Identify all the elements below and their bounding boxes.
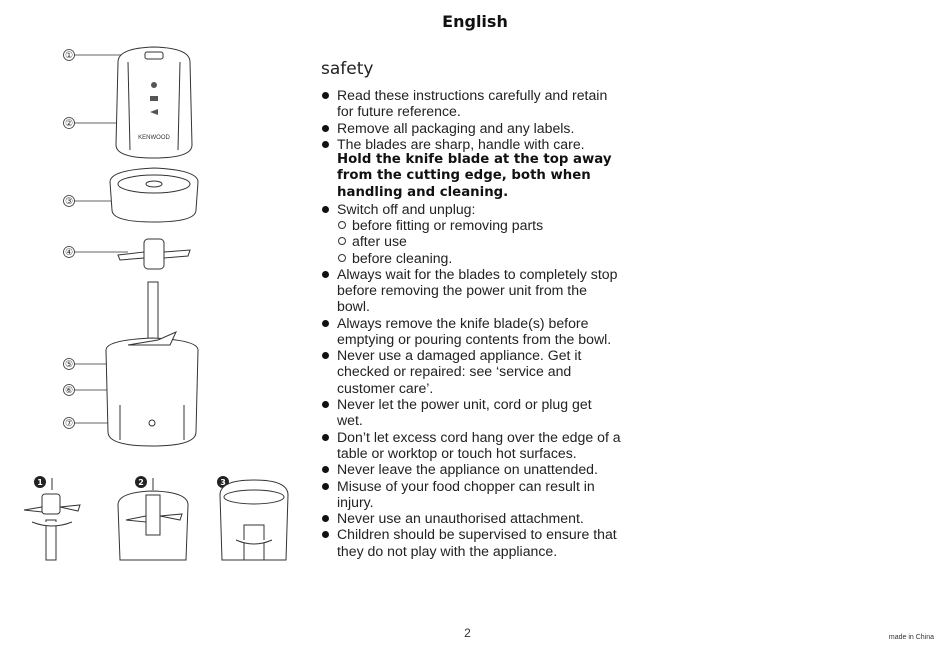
list-item (321, 120, 621, 136)
bullet-icon (322, 483, 329, 490)
callout-6: ⑥ (64, 385, 74, 395)
step-2-marker: 2 (138, 478, 144, 487)
list-item (321, 347, 621, 396)
callout-1: ① (64, 50, 74, 60)
circle-bullet-icon (338, 221, 346, 229)
bullet-icon (322, 125, 329, 132)
item-text: Misuse of your food chopper can result in injury. (337, 477, 595, 510)
list-item (321, 136, 621, 201)
safety-list (321, 87, 621, 559)
sub-item-text: after use (352, 233, 407, 250)
item-text: The blades are sharp, handle with care. (337, 135, 585, 152)
bullet-icon (322, 531, 329, 538)
callout-7: ⑦ (64, 418, 74, 428)
item-text: Children should be supervised to ensure that they do not play with the appliance. (337, 526, 617, 559)
sub-item-text: before fitting or removing parts (352, 217, 544, 234)
item-text: Switch off and unplug: (337, 200, 476, 217)
bullet-icon (322, 92, 329, 99)
made-in-label: made in China (888, 634, 934, 641)
chopper-parts-diagram (0, 38, 300, 563)
list-item (321, 266, 621, 315)
sub-list-item (337, 217, 621, 233)
safety-section (321, 59, 621, 559)
item-text: Never leave the appliance on unattended. (337, 461, 598, 478)
list-item (321, 526, 621, 559)
list-item (321, 315, 621, 348)
list-item (321, 461, 621, 477)
item-text: Always remove the knife blade(s) before emptying or pouring contents from the bowl. (337, 314, 612, 347)
sub-list (337, 217, 621, 266)
callout-5: ⑤ (64, 359, 74, 369)
sub-list-item (337, 250, 621, 266)
circle-bullet-icon (338, 254, 346, 262)
bullet-icon (322, 434, 329, 441)
bullet-icon (322, 352, 329, 359)
step-1-marker: 1 (37, 478, 43, 487)
item-text: Don’t let excess cord hang over the edge of a table or worktop or touch hot surfaces. (337, 428, 621, 461)
bullet-icon (322, 515, 329, 522)
item-text: Never use an unauthorised attachment. (337, 510, 584, 527)
callout-2: ② (64, 118, 74, 128)
list-item (321, 429, 621, 462)
callout-4: ④ (64, 247, 74, 257)
page-number: 2 (464, 626, 471, 640)
bullet-icon (322, 206, 329, 213)
item-text: Read these instructions carefully and retain for future reference. (337, 87, 608, 120)
bullet-icon (322, 141, 329, 148)
list-item (321, 478, 621, 511)
bullet-icon (322, 320, 329, 327)
bold-warning: Hold the knife blade at the top away from the cutting edge, both when handling and cleaning. (337, 152, 612, 200)
section-title: safety (321, 59, 374, 79)
step-3-marker: 3 (220, 478, 226, 487)
callout-3: ③ (64, 196, 74, 206)
page-heading: English (442, 12, 508, 31)
brand-label: KENWOOD (138, 135, 170, 141)
list-item (321, 396, 621, 429)
bullet-icon (322, 466, 329, 473)
food-chopper-illustration (0, 38, 300, 563)
item-text: Never use a damaged appliance. Get it checked or repaired: see ‘service and customer care’. (337, 347, 582, 396)
list-item (321, 510, 621, 526)
bullet-icon (322, 401, 329, 408)
list-item (321, 87, 621, 120)
sub-list-item (337, 233, 621, 249)
item-text: Never let the power unit, cord or plug get wet. (337, 396, 592, 429)
item-text: Remove all packaging and any labels. (337, 119, 575, 136)
list-item (321, 201, 621, 266)
circle-bullet-icon (338, 237, 346, 245)
item-text: Always wait for the blades to completely stop before removing the power unit from the bowl. (337, 265, 618, 315)
bullet-icon (322, 271, 329, 278)
sub-item-text: before cleaning. (352, 249, 453, 266)
